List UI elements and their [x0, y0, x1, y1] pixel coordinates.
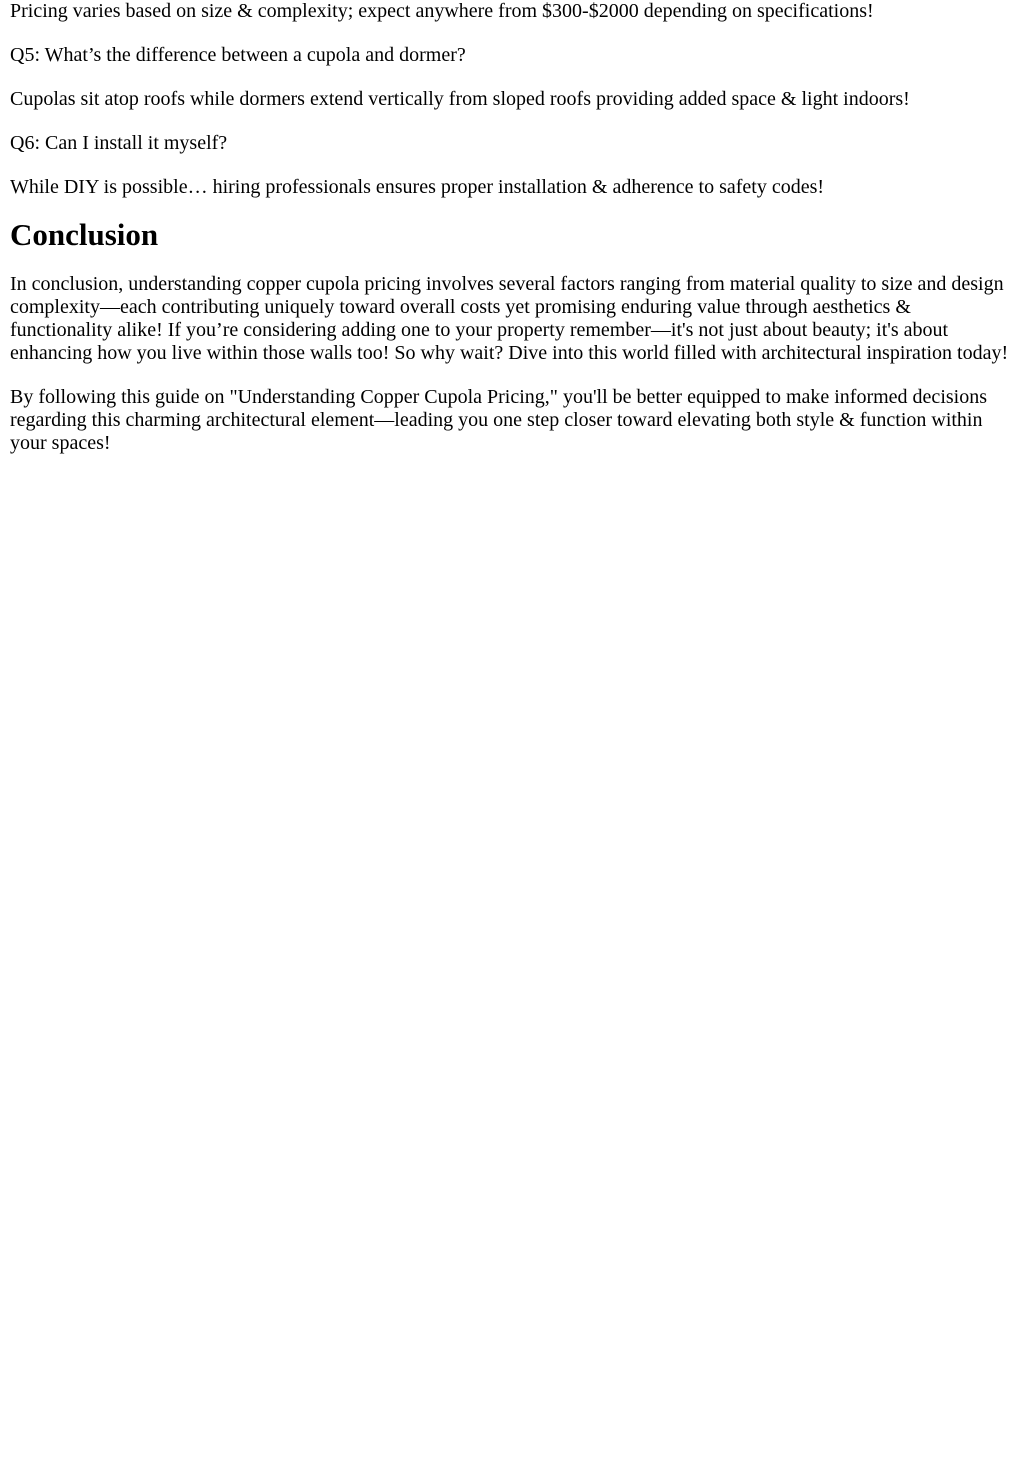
article-content: [10, 0, 1014, 455]
closing-paragraph: By following this guide on "Understanding Copper Cupola Pricing," you'll be better equipped to make informed decisions regarding this charming architectural element—leading you one step closer toward elevating both style & function within your spaces!: [10, 386, 987, 454]
conclusion-heading: Conclusion: [10, 217, 159, 252]
faq-answer-q4: Pricing varies based on size & complexity; expect anywhere from $300-$2000 depending on specifications!: [10, 0, 874, 22]
faq-answer-q5: Cupolas sit atop roofs while dormers extend vertically from sloped roofs providing added space & light indoors!: [10, 88, 910, 110]
faq-question-q5: Q5: What’s the difference between a cupola and dormer?: [10, 44, 466, 66]
faq-answer-q6: While DIY is possible… hiring professionals ensures proper installation & adherence to safety codes!: [10, 176, 825, 198]
faq-question-q6: Q6: Can I install it myself?: [10, 132, 228, 154]
conclusion-paragraph: In conclusion, understanding copper cupola pricing involves several factors ranging from material quality to size and design complexity—each contributing uniquely toward overall costs yet promising enduring value through aesthetics & functionality alike! If you’re considering adding one to your property remember—it's not just about beauty; it's about enhancing how you live within those walls too! So why wait? Dive into this world filled with architectural inspiration today!: [10, 273, 1009, 364]
